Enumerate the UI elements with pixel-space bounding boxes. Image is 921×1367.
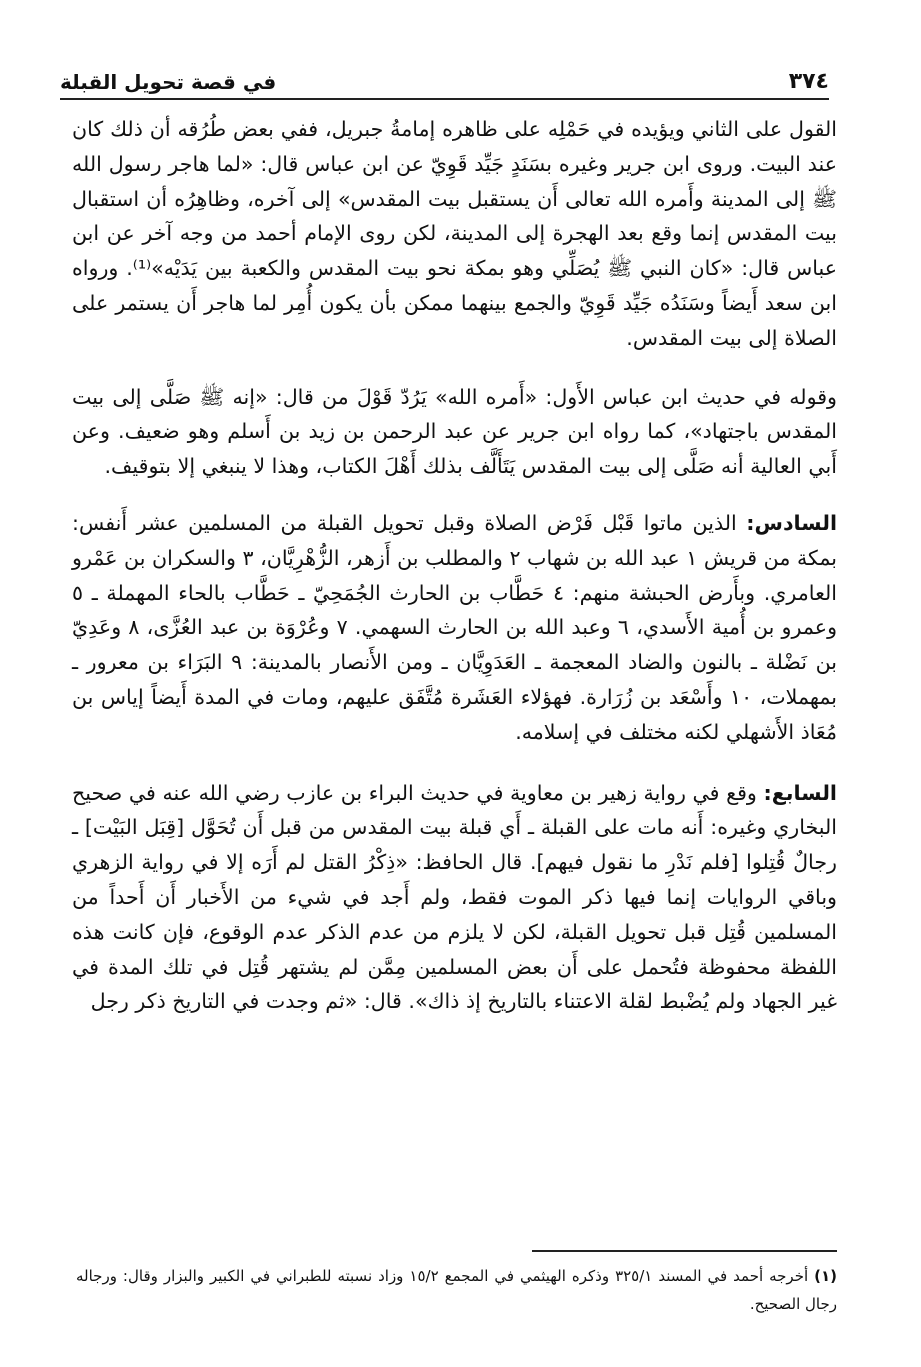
section-lead-sixth: السادس: (746, 510, 837, 535)
page-header (60, 58, 829, 100)
paragraph-3 (72, 506, 837, 750)
page-number: ٣٧٤ (788, 69, 829, 94)
page-body (72, 112, 837, 1019)
footnote-separator (532, 1250, 837, 1252)
footnote-marker: (١) (814, 1267, 837, 1285)
footnotes (76, 1262, 837, 1318)
footnote-text: أخرجه أحمد في المسند ٣٢٥/١ وذكره الهيثمي في المجمع ١٥/٢ وزاد نسبته للطبراني في الكبير والبزار وقال: ورجاله رجال الصحيح. (76, 1267, 837, 1313)
paragraph-4-text: وقع في رواية زهير بن معاوية في حديث البراء بن عازب رضي الله عنه في صحيح البخاري وغيره: أَنه مات على القبلة ـ أَي قبلة بيت المقدس من قبل أَن تُحَوَّل [قِبَل البَيْت] ـ رجالٌ قُتِلوا [فلم نَدْرِ ما نقول فيهم]. قال الحافظ: «ذِكْرُ القتل لم أَرَه إلا في رواية الزهري وباقي الروايات إنما فيها ذكر الموت فقط، ولم أَجد في شيء من الأَخبار أَن أَحداً من المسلمين قُتِل قبل تحويل القبلة، لكن لا يلزم من عدم الذكر عدم الوقوع، فإن كانت هذه اللفظة محفوظة فتُحمل على أَن بعض المسلمين مِمَّن لم يشتهر قُتِل في تلك المدة في غير الجهاد ولم يُضْبط لقلة الاعتناء بالتاريخ إذ ذاك». قال: «ثم وجدت في التاريخ ذكر رجل (72, 780, 837, 1014)
paragraph-1: القول على الثاني ويؤيده في حَمْلِه على ظاهره إمامةُ جبريل، ففي بعض طُرُقه أن ذلك كان عند البيت. وروى ابن جرير وغيره بسَنَدٍ جَيِّد قَوِيّ عن ابن عباس قال: «لما هاجر رسول الله ﷺ إلى المدينة وأَمره الله تعالى أَن يستقبل بيت المقدس» إلى آخره، وظاهِرُه أن استقبال بيت المقدس إنما وقع بعد الهجرة إلى المدينة، لكن روى الإمام أحمد من وجه آخر عن ابن عباس قال: «كان النبي ﷺ يُصَلِّي وهو بمكة نحو بيت المقدس والكعبة بين يَدَيْه»⁽¹⁾. ورواه ابن سعد أَيضاً وسَنَدُه جَيِّد قَوِيّ والجمع بينهما ممكن بأن يكون أُمِر لما هاجر أَن يستمر على الصلاة إلى بيت المقدس. (72, 117, 838, 350)
footnote-1 (76, 1262, 837, 1318)
paragraph-3-text: الذين ماتوا قَبْل فَرْض الصلاة وقبل تحويل القبلة من المسلمين عشر أَنفس: بمكة من قريش ١ عبد الله بن شهاب ٢ والمطلب بن أَزهر، الزُّهْرِيَّان، ٣ والسكران بن عَمْرو العامري. وبأَرض الحبشة منهم: ٤ حَطَّاب بن الحارث الجُمَحِيّ ـ حَطَّاب بالحاء المهملة ـ ٥ وعمرو بن أُمية الأَسدي، ٦ وعبد الله بن الحارث السهمي. ٧ وعُرْوَة بن عبد العُزَّى، ٨ وعَدِيّ بن نَضْلة ـ بالنون والضاد المعجمة ـ العَدَوِيَّان ـ ومن الأَنصار بالمدينة: ٩ البَرَاء بن معرور ـ بمهملات، ١٠ وأَسْعَد بن زُرَارة. فهؤلاء العَشَرة مُتَّفَق عليهم، ومات في المدة أَيضاً إياس بن مُعَاذ الأَشهلي لكنه مختلف في إسلامه. (72, 510, 838, 744)
paragraph-4 (72, 776, 837, 1020)
section-lead-seventh: السابع: (763, 780, 837, 805)
running-title: في قصة تحويل القبلة (60, 70, 277, 94)
paragraph-2: وقوله في حديث ابن عباس الأَول: «أَمره الله» يَرُدّ قَوْلَ من قال: «إنه ﷺ صَلَّى إلى بيت المقدس باجتهاد»، كما رواه ابن جرير عن عبد الرحمن بن زيد بن أَسلم وهو ضعيف. وعن أَبي العالية أنه صَلَّى إلى بيت المقدس يَتَأَلَّف بذلك أَهْلَ الكتاب، وهذا لا ينبغي إلا بتوقيف. (72, 384, 837, 479)
